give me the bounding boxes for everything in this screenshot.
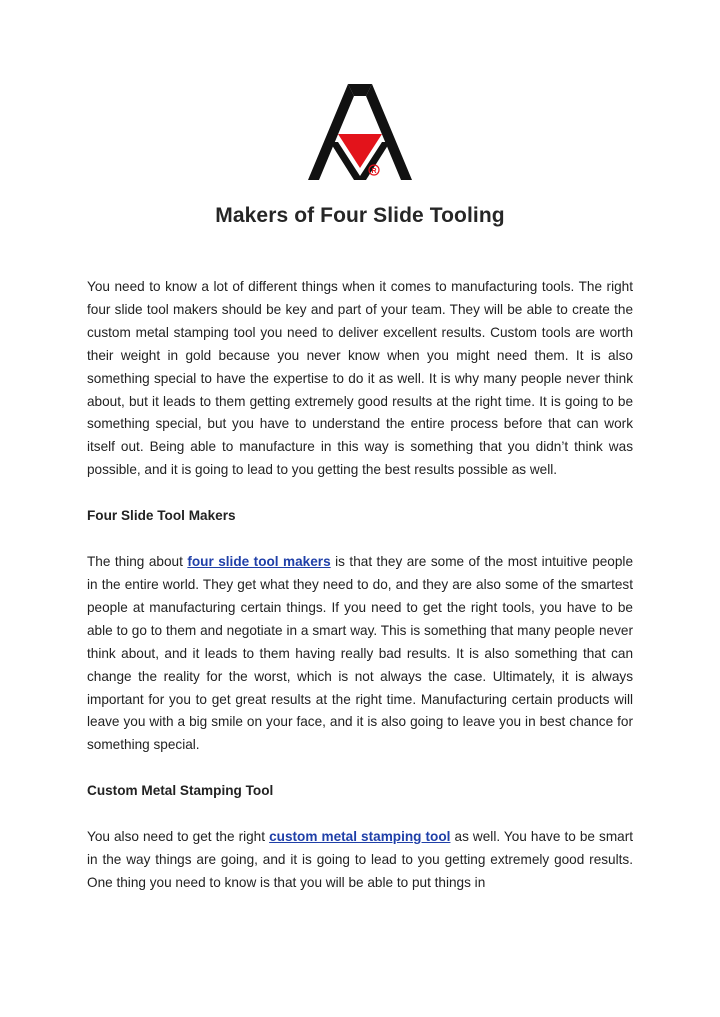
paragraph-text: The thing about — [87, 554, 188, 570]
section-paragraph-custom-metal — [87, 826, 633, 895]
paragraph-text: is that they are some of the most intuitive people in the entire world. They get what they need to do, and they are also some of the smartest people at manufacturing certain things. If you need to get the right tools, you have to be able to go to them and negotiate in a smart way. This is something that many people never think about, and it leads to them having really bad results. It is also something that can change the reality for the worst, which is not always the case. Ultimately, it is always important for you to get great results at the right time. Manufacturing certain products will leave you with a big smile on your face, and it is also going to leave you in best chance for something special. — [87, 554, 634, 753]
four-slide-tool-makers-link[interactable]: four slide tool makers — [187, 554, 331, 570]
section-heading-custom-metal: Custom Metal Stamping Tool — [87, 783, 274, 799]
paragraph-text: as well. You have to be smart in the way things are going, and it is going to lead to you getting extremely good results. One thing you need to know is that you will be able to put things in — [87, 829, 634, 890]
company-logo-icon — [308, 84, 412, 180]
paragraph-text: You also need to get the right — [87, 829, 270, 845]
document-body — [87, 276, 633, 918]
svg-text:R: R — [371, 168, 377, 175]
section-paragraph-four-slide — [87, 551, 633, 757]
intro-paragraph: You need to know a lot of different things when it comes to manufacturing tools. The right four slide tool makers should be key and part of your team. They will be able to create the custom metal stamping tool you need to deliver excellent results. Custom tools are worth their weight in gold because you never know when you might need them. It is also something special to have the expertise to do it as well. It is why many people never think about, but it leads to them getting extremely good results at the right time. It is going to be something special, but you have to understand the entire process before that can work itself out. Being able to manufacture in this way is something that you didn’t think was possible, and it is going to lead to you getting the best results possible as well. — [87, 279, 633, 478]
section-heading-four-slide: Four Slide Tool Makers — [87, 508, 236, 524]
page-title: Makers of Four Slide Tooling — [215, 204, 505, 227]
custom-metal-stamping-tool-link[interactable]: custom metal stamping tool — [269, 829, 451, 845]
